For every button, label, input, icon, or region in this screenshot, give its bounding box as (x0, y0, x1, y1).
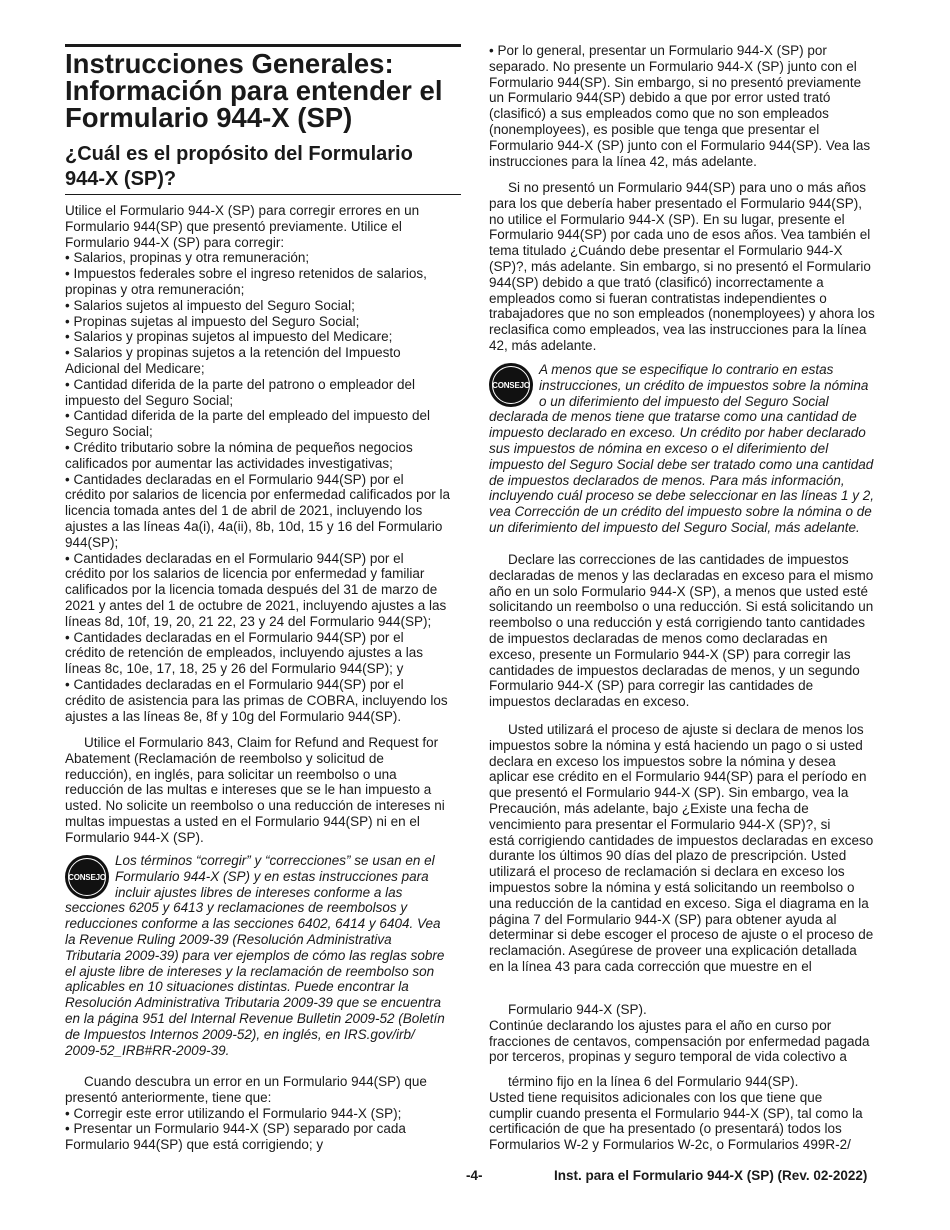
left-text-line: • Salarios sujetos al impuesto del Seguro Social; (65, 297, 355, 313)
right-text-line: separado. No presente un Formulario 944-X (SP) junto con el (489, 58, 857, 74)
left-text-line: Los términos “corregir” y “correcciones” se usan en el (115, 853, 435, 868)
left-text-line: Resolución Administrativa Tributaria 2009-39 que se encuentra (65, 995, 441, 1011)
left-text-line: reducción), en inglés, para solicitar un reembolso o una (65, 766, 397, 782)
right-text-line: fracciones de centavos, compensación por enfermedad pagada (489, 1033, 870, 1049)
left-text-line: líneas 8d, 10f, 19, 20, 21 22, 23 y 24 del Formulario 944(SP); (65, 613, 432, 629)
right-text-line: empleados como si fueran contratistas independientes o (489, 290, 827, 306)
left-text-line: • Salarios y propinas sujetos a la retención del Impuesto (65, 345, 401, 361)
right-text-line: 944(SP) debido a que trató (clasificó) incorrectamente a (489, 274, 824, 290)
right-text-line: impuesto del Seguro Social debe ser tratado como una cantidad (489, 456, 874, 472)
left-text-line: • Corregir este error utilizando el Formulario 944-X (SP); (65, 1105, 402, 1121)
right-text-line: reembolso o una reducción y está corrigiendo tanto cantidades (489, 615, 865, 631)
left-text-line: reducciones conforme a las secciones 6402, 6414 y 6404. Vea (65, 916, 441, 932)
left-text-line: Utilice el Formulario 944-X (SP) para corregir errores en un (65, 203, 420, 218)
left-text-line: ajustes a las líneas 8e, 8f y 10g del Formulario 944(SP). (65, 708, 402, 724)
left-text-line: calificados por la licencia tomada después del 31 de marzo de (65, 582, 438, 598)
section-heading: ¿Cuál es el propósito del Formulario 944-X (SP)? (65, 143, 413, 190)
right-text-line: vencimiento para presentar el Formulario 944-X (SP)?, si (489, 816, 831, 832)
left-text-line: • Cantidades declaradas en el Formulario 944(SP) por el (65, 550, 404, 566)
left-text-line: líneas 8c, 10e, 17, 18, 25 y 26 del Formulario 944(SP); y (65, 661, 404, 677)
left-text-line: usted. No solicite un reembolso o una reducción de intereses ni (65, 798, 445, 814)
right-text-line: Formulario 944-X (SP) junto con el Formulario 944(SP). Vea las (489, 137, 871, 153)
left-text-line: el ajuste libre de intereses y la reclamación de reembolso son (65, 963, 435, 979)
tip-icon: CONSEJO (489, 363, 533, 407)
left-text-line: presentó anteriormente, tiene que: (65, 1089, 272, 1105)
right-text-line: declarada de menos tiene que tratarse como una cantidad de (489, 409, 857, 425)
left-text-line: crédito por salarios de licencia por enfermedad calificados por la (65, 487, 450, 503)
left-text-line: impuesto del Seguro Social; (65, 392, 234, 408)
left-text-line: crédito de asistencia para las primas de COBRA, incluyendo los (65, 692, 448, 708)
right-text-line: (nonemployees), es posible que tenga que presentar el (489, 122, 820, 137)
left-text-line: • Cantidades declaradas en el Formulario 944(SP) por el (65, 677, 404, 692)
left-text-line: Formulario 944-X (SP). (65, 829, 204, 845)
right-text-line: cumplir cuando presenta el Formulario 944-X (SP), tal como la (489, 1105, 863, 1121)
left-text-line: secciones 6205 y 6413 y reclamaciones de reembolsos y (65, 900, 408, 916)
right-text-line: certificación de que ha presentado (o presentará) todos los (489, 1121, 842, 1137)
right-text-line: Precaución, más adelante, bajo ¿Existe una fecha de (489, 801, 809, 816)
page-number: -4- (466, 1168, 483, 1183)
right-text-line: Usted utilizará el proceso de ajuste si declara de menos los (508, 722, 864, 737)
right-text-line: Formulario 944(SP) por cada uno de esos años. Vea también el (489, 227, 871, 243)
right-text-line: o un diferimiento del impuesto del Seguro Social (539, 393, 829, 409)
right-text-line: término fijo en la línea 6 del Formulario 944(SP). (508, 1074, 799, 1089)
right-text-line: vea Corrección de un crédito del impuesto sobre la nómina o de (489, 504, 872, 520)
right-text-line: por terceros, propinas y seguro temporal de vida colectivo a (489, 1049, 847, 1065)
left-text-line: • Cantidad diferida de la parte del patrono o empleador del (65, 376, 415, 392)
footer-doc-title: Inst. para el Formulario 944-X (SP) (Rev. 02-2022) (554, 1168, 868, 1183)
right-text-line: impuestos declaradas en exceso. (489, 694, 690, 710)
left-text-line: aplicables en 10 situaciones distintas. Puede encontrar la (65, 979, 409, 995)
left-text-line: la Revenue Ruling 2009-39 (Resolución Administrativa (65, 932, 392, 947)
right-text-line: que presentó el Formulario 944-X (SP). Sin embargo, vea la (489, 785, 849, 801)
right-text-line: tema titulado ¿Cuándo debe presentar el Formulario 944-X (489, 243, 843, 259)
left-text-line: reducción de las multas e intereses que se le han impuesto a (65, 782, 432, 798)
right-text-line: un diferimiento del impuesto del Seguro Social, más adelante. (489, 520, 860, 535)
left-text-line: • Impuestos federales sobre el ingreso retenidos de salarios, (65, 266, 427, 282)
right-text-line: aplicar ese crédito en el Formulario 944(SP) para el período en (489, 769, 867, 785)
right-text-line: sus impuestos de nómina en exceso o el diferimiento del (489, 441, 829, 456)
right-text-line: exceso, presente un Formulario 944-X (SP) para corregir las (489, 646, 851, 662)
right-text-line: instrucciones para la línea 42, más adelante. (489, 153, 757, 169)
right-text-line: impuesto declarado en exceso. Un crédito por haber declarado (489, 425, 866, 441)
left-text-line: Formulario 944(SP) que está corrigiendo; y (65, 1137, 324, 1153)
left-text-line: • Salarios y propinas sujetos al impuesto del Medicare; (65, 329, 393, 345)
left-text-line: Formulario 944-X (SP) y en estas instrucciones para (115, 868, 429, 884)
left-text-line: Seguro Social; (65, 424, 153, 440)
left-text-line: Tributaria 2009-39) para ver ejemplos de cómo las reglas sobre (65, 947, 445, 963)
left-text-line: • Crédito tributario sobre la nómina de pequeños negocios (65, 440, 413, 455)
left-text-line: • Propinas sujetas al impuesto del Seguro Social; (65, 313, 360, 329)
left-text-line: Cuando descubra un error en un Formulario 944(SP) que (84, 1074, 427, 1089)
right-text-line: página 7 del Formulario 944-X (SP) para obtener ayuda al (489, 911, 837, 927)
right-text-line: Formulario 944(SP). Sin embargo, si no presentó previamente (489, 74, 862, 90)
right-text-line: de impuestos declaradas de menos como declaradas en (489, 631, 828, 646)
page-title: Instrucciones Generales: Información para entender el Formulario 944-X (SP) (65, 48, 443, 133)
tip-icon: CONSEJO (65, 855, 109, 899)
left-text-line: Utilice el Formulario 843, Claim for Refund and Request for (84, 735, 439, 750)
right-text-line: impuestos sobre la nómina y está solicitando un reembolso o (489, 880, 855, 895)
right-text-line: instrucciones, un crédito de impuestos sobre la nómina (539, 377, 869, 393)
right-text-line: Formulario 944-X (SP). (508, 1002, 647, 1017)
right-text-line: declara en exceso los impuestos sobre la nómina y desea (489, 753, 836, 769)
right-text-line: trabajadores que no son empleados (nonemployees) y ahora los (489, 306, 875, 322)
right-text-line: (SP)?, más adelante. Sin embargo, si no presentó el Formulario (489, 259, 871, 274)
right-text-line: impuestos sobre la nómina y está haciendo un pago o si usted (489, 737, 863, 753)
left-text-line: en la página 951 del Internal Revenue Bulletin 2009-52 (Boletín (65, 1011, 445, 1026)
right-text-line: durante los últimos 90 días del plazo de prescripción. Usted (489, 848, 847, 864)
right-text-line: no utilice el Formulario 944-X (SP). En su lugar, presente el (489, 211, 845, 227)
right-text-line: año en un solo Formulario 944-X (SP), a menos que usted esté (489, 583, 868, 599)
left-text-line: de Impuestos Internos 2009-52), en inglés, en IRS.gov/irb/ (65, 1026, 415, 1042)
left-text-line: propinas y otra remuneración; (65, 282, 245, 297)
right-text-line: determinar si debe escoger el proceso de ajuste o el proceso de (489, 927, 874, 943)
right-text-line: 42, más adelante. (489, 338, 597, 353)
right-text-line: reclasifica como empleados, vea las instrucciones para la línea (489, 322, 867, 338)
left-text-line: 944(SP); (65, 534, 119, 550)
right-text-line: Usted tiene requisitos adicionales con los que tiene que (489, 1089, 823, 1105)
left-text-line: 2009-52_IRB#RR-2009-39. (65, 1042, 230, 1058)
left-text-line: • Salarios, propinas y otra remuneración; (65, 250, 310, 266)
right-text-line: • Por lo general, presentar un Formulario 944-X (SP) por (489, 43, 827, 58)
right-text-line: cantidades de impuestos declaradas de menos, y un segundo (489, 662, 860, 678)
right-text-line: un Formulario 944(SP) debido a que por error usted trató (489, 90, 831, 106)
left-text-line: 2021 y antes del 1 de octubre de 2021, incluyendo ajustes a las (65, 598, 447, 613)
right-text-line: Declare las correcciones de las cantidades de impuestos (508, 552, 849, 567)
left-text-line: licencia tomada antes del 1 de abril de 2021, incluyendo los (65, 503, 423, 519)
top-rule (65, 44, 461, 47)
right-text-line: Continúe declarando los ajustes para el año en curso por (489, 1017, 832, 1033)
right-text-line: Formularios W-2 y Formularios W-2c, o Formularios 499R-2/ (489, 1137, 851, 1153)
right-text-line: de impuestos declarados de menos. Para más información, (489, 472, 845, 488)
left-text-line: Formulario 944(SP) que presentó previamente. Utilice el (65, 218, 402, 234)
right-text-line: solicitando un reembolso o una reducción. Si está solicitando un (489, 599, 874, 615)
right-text-line: utilizará el proceso de reclamación si declara en exceso los (489, 864, 845, 880)
left-text-line: • Cantidad diferida de la parte del empleado del impuesto del (65, 408, 430, 424)
left-text-line: • Cantidades declaradas en el Formulario 944(SP) por el (65, 629, 404, 645)
right-text-line: reclamación. Asegúrese de proveer una explicación detallada (489, 943, 857, 959)
right-text-line: para los que debería haber presentado el Formulario 944(SP), (489, 195, 862, 211)
right-text-line: en la línea 43 para cada corrección que muestre en el (489, 959, 812, 974)
right-text-line: incluyendo cuál proceso se debe seleccionar en las líneas 1 y 2, (489, 488, 874, 504)
left-text-line: • Cantidades declaradas en el Formulario 944(SP) por el (65, 471, 404, 487)
left-text-line: ajustes a las líneas 4a(i), 4a(ii), 8b, 10d, 15 y 16 del Formulario (65, 519, 443, 534)
right-text-line: (clasificó) a sus empleados como que no son empleados (489, 106, 829, 122)
left-text-line: crédito de retención de empleados, incluyendo ajustes a las (65, 645, 423, 661)
right-text-line: una reducción de la cantidad en exceso. Siga el diagrama en la (489, 895, 869, 911)
right-text-line: Formulario 944-X (SP) para corregir las cantidades de (489, 678, 814, 694)
left-text-line: multas impuestas a usted en el Formulario 944(SP) ni en el (65, 814, 420, 829)
left-text-line: • Presentar un Formulario 944-X (SP) separado por cada (65, 1121, 406, 1137)
right-text-line: declaradas de menos y las declaradas en exceso para el mismo (489, 567, 874, 583)
left-text-line: incluir ajustes libres de intereses conforme a las (115, 884, 403, 900)
right-text-line: A menos que se especifique lo contrario en estas (539, 362, 834, 377)
left-text-line: crédito por los salarios de licencia por enfermedad y familiar (65, 566, 425, 582)
left-text-line: Adicional del Medicare; (65, 361, 205, 376)
right-text-line: Si no presentó un Formulario 944(SP) para uno o más años (508, 180, 866, 195)
left-text-line: Abatement (Reclamación de reembolso y solicitud de (65, 750, 384, 766)
left-text-line: Formulario 944-X (SP) para corregir: (65, 234, 285, 250)
section-rule (65, 194, 461, 195)
left-text-line: calificados por aumentar las actividades investigativas; (65, 455, 393, 471)
right-text-line: está corrigiendo cantidades de impuestos declaradas en exceso (489, 832, 874, 848)
